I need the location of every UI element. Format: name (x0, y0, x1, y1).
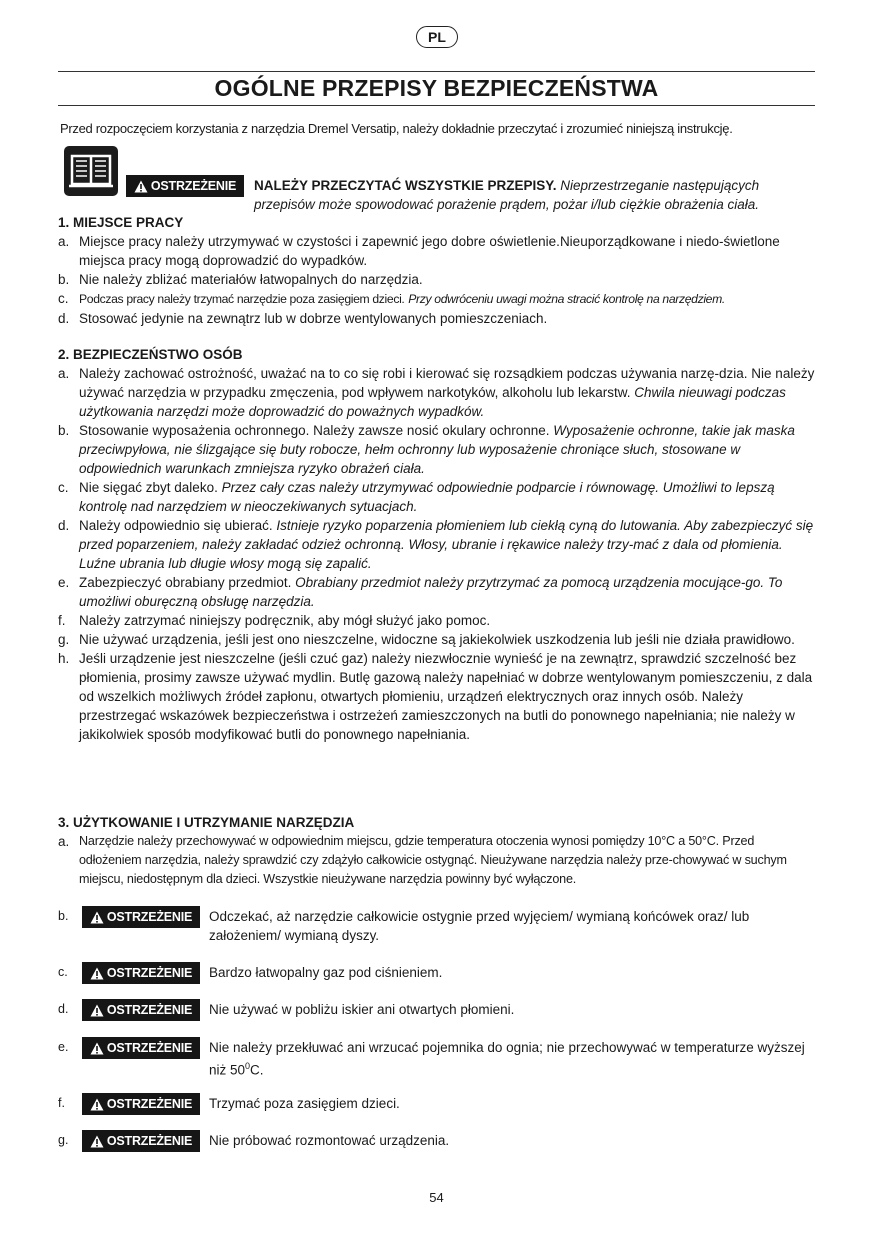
main-warning-bold: NALEŻY PRZECZYTAĆ WSZYSTKIE PRZEPISY. (254, 178, 557, 193)
warning-triangle-icon (90, 1135, 104, 1148)
page-number: 54 (429, 1190, 444, 1205)
list-item: a. Narzędzie należy przechowywać w odpowiednim miejscu, gdzie temperatura otoczenia wynosi pomiędzy 10°C a 50°C. Przed odłożeniem narzędzia, należy sprawdzić czy zdążyło całkowicie ostygnąć. Nieużywane narzędzia należy prze-chowywać w suchym miejscu, niedostępnym dla dzieci. Wszystkie nieużywane narzędzia powinny być wyłączone. (58, 834, 787, 886)
warning-triangle-icon (90, 1098, 104, 1111)
section-personal-safety (58, 345, 818, 744)
section-heading: 3. UŻYTKOWANIE I UTRZYMANIE NARZĘDZIA (58, 815, 355, 830)
warning-badge: OSTRZEŻENIE (82, 906, 200, 928)
list-item: b. Nie należy zbliżać materiałów łatwopalnych do narzędzia. (58, 272, 423, 287)
list-item: a. Miejsce pracy należy utrzymywać w czystości i zapewnić jego dobre oświetlenie.Nieuporządkowane i niedo-świetlone miejsca pracy mogą doprowadzić do wypadków. (58, 234, 780, 268)
warning-badge: OSTRZEŻENIE (82, 962, 200, 984)
list-item: g. Nie używać urządzenia, jeśli jest ono nieszczelne, widoczne są jakiekolwiek uszkodzenia lub jeśli nie działa prawidłowo. (58, 632, 795, 647)
warning-triangle-icon (90, 967, 104, 980)
list-item: a. Należy zachować ostrożność, uważać na to co się robi i kierować się rozsądkiem podczas używania narzę-dzia. Nie należy używać narzędzia w przypadku zmęczenia, pod wpływem narkotyków, alkoholu lub lekarstw. Chwila nieuwagi podczas użytkowania narzędzi może doprowadzić do poważnych wypadków. (58, 366, 815, 419)
warning-badge: OSTRZEŻENIE (82, 1093, 200, 1115)
language-badge: PL (416, 26, 458, 48)
list-item: c. Podczas pracy należy trzymać narzędzie poza zasięgiem dzieci. Przy odwróceniu uwagi można stracić kontrolę na narzędziem. (58, 291, 725, 306)
warning-badge: OSTRZEŻENIE (82, 1037, 200, 1059)
intro-text: Przed rozpoczęciem korzystania z narzędzia Dremel Versatip, należy dokładnie przeczytać i zrozumieć niniejszą instrukcję. (60, 121, 733, 136)
section-heading: 2. BEZPIECZEŃSTWO OSÓB (58, 347, 243, 362)
list-item: e. Zabezpieczyć obrabiany przedmiot. Obrabiany przedmiot należy przytrzymać za pomocą urządzenia mocujące-go. To umożliwi oburęczną obsługę narzędzia. (58, 575, 783, 609)
list-item: h. Jeśli urządzenie jest nieszczelne (jeśli czuć gaz) należy niezwłocznie wynieść je na zewnątrz, sprawdzić szczelność bez płomienia, prosimy zawsze używać mydlin. Butlę gazową należy napełniać w dobrze wentylowanym pomieszczeniu, z dala od wszelkich możliwych źródeł zapłonu, otwartych płomieniu, urządzeń elektrycznych oraz innych osób. Należy przestrzegać wskazówek bezpieczeństwa i ostrzeżeń zamieszczonych na butli do ponownego napełniania; nie należy w jakikolwiek sposób modyfikować butli do ponownego napełniania. (58, 651, 813, 742)
warning-badge (126, 175, 244, 197)
list-item: d. Należy odpowiednio się ubierać. Istnieje ryzyko poparzenia płomieniem lub ciekłą cyną do lutowania. Aby zabezpieczyć się przed poparzeniem, należy zakładać odzież ochronną. Włosy, ubranie i rękawice należy trzy-mać z dala od płomienia. Luźne ubrania lub długie włosy mogą się zapalić. (58, 518, 814, 571)
warning-badge: OSTRZEŻENIE (82, 1130, 200, 1152)
warning-triangle-icon (90, 1042, 104, 1055)
warning-triangle-icon (90, 911, 104, 924)
warning-triangle-icon (134, 180, 148, 193)
list-item: b. Stosowanie wyposażenia ochronnego. Należy zawsze nosić okulary ochronne. Wyposażenie ochronne, takie jak maska przeciwpyłowa, nie ślizgające się buty robocze, hełm ochronny lub wyposażenie chroniące słuch, stosowane w odpowiednich warunkach zmniejsza ryzyko obrażeń ciała. (58, 423, 795, 476)
section-heading: 1. MIEJSCE PRACY (58, 215, 184, 230)
section-work-area (58, 213, 818, 328)
warning-label: OSTRZEŻENIE (150, 179, 237, 193)
list-item: f. Należy zatrzymać niniejszy podręcznik, aby mógł służyć jako pomoc. (58, 613, 491, 628)
list-item: c. Nie sięgać zbyt daleko. Przez cały czas należy utrzymywać odpowiednie podparcie i równowagę. Umożliwi to lepszą kontrolę nad narzędziem w nieoczekiwanych sytuacjach. (58, 480, 775, 514)
main-warning-italic: Nieprzestrzeganie następujących przepisów może spowodować porażenie prądem, pożar i/lub ciężkie obrażenia ciała. (254, 178, 760, 212)
warning-badge: OSTRZEŻENIE (82, 999, 200, 1021)
main-warning-text (254, 176, 819, 214)
title-top-rule (58, 71, 815, 72)
warning-triangle-icon (90, 1004, 104, 1017)
list-item: d. Stosować jedynie na zewnątrz lub w dobrze wentylowanych pomieszczeniach. (58, 311, 548, 326)
book-icon (64, 146, 118, 196)
section-use-and-care (58, 813, 818, 889)
page-title: OGÓLNE PRZEPISY BEZPIECZEŃSTWA (214, 75, 659, 101)
title-bottom-rule (58, 105, 815, 106)
